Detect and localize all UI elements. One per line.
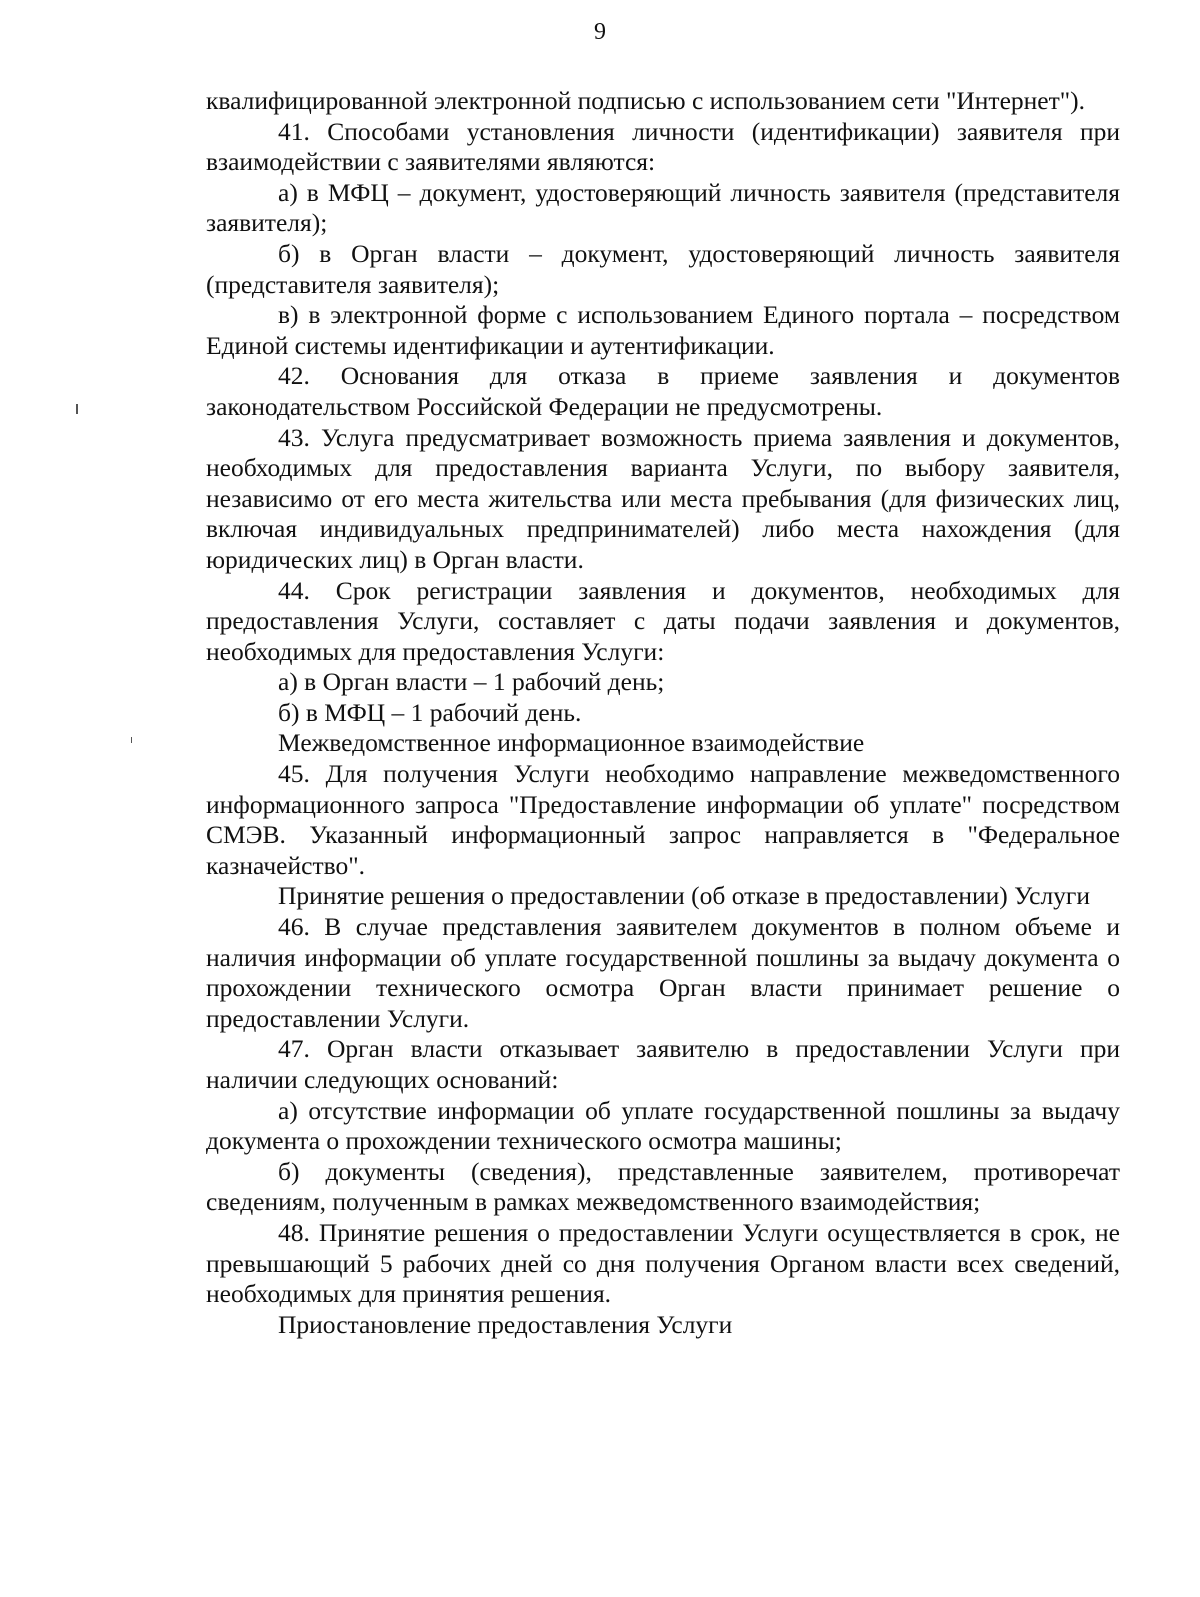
paragraph-47-b: б) документы (сведения), представленные заявителем, противоречат сведениям, полученным в рамках межведомственного взаимодействия; [206,1156,1120,1217]
paragraph-47: 47. Орган власти отказывает заявителю в предоставлении Услуги при наличии следующих оснований: [206,1034,1120,1094]
paragraph-44: 44. Срок регистрации заявления и документов, необходимых для предоставления Услуги, составляет с даты подачи заявления и документов, необходимых для предоставления Услуги: [206,575,1120,666]
paragraph-45: 45. Для получения Услуги необходимо направление межведомственного информационного запроса "Предоставление информации об уплате" посредством СМЭВ. Указанный информационный запрос направляется в "Федеральное казначейство". [206,759,1120,880]
section-heading-decision: Принятие решения о предоставлении (об отказе в предоставлении) Услуги [278,881,1091,911]
paragraph-48: 48. Принятие решения о предоставлении Услуги осуществляется в срок, не превышающий 5 рабочих дней со дня получения Органом власти всех сведений, необходимых для принятия решения. [206,1217,1120,1309]
paragraph-44-b: б) в МФЦ – 1 рабочий день. [278,697,582,727]
paragraph-continuation: квалифицированной электронной подписью с использованием сети "Интернет"). [206,86,1086,115]
scan-artifact-mark [131,737,132,743]
section-heading-interagency: Межведомственное информационное взаимодействие [278,728,865,758]
paragraph-41: 41. Способами установления личности (идентификации) заявителя при взаимодействии с заявителями являются: [206,116,1120,177]
scan-artifact-mark [76,404,78,414]
paragraph-41-b: б) в Орган власти – документ, удостоверяющий личность заявителя (представителя заявителя); [206,238,1120,299]
paragraph-41-a: а) в МФЦ – документ, удостоверяющий личность заявителя (представителя заявителя); [206,177,1120,238]
page-number: 9 [594,19,606,45]
paragraph-46: 46. В случае представления заявителем документов в полном объеме и наличия информации об уплате государственной пошлины за выдачу документа о прохождении технического осмотра Орган власти принимает решение о предоставлении Услуги. [206,912,1120,1033]
paragraph-41-v: в) в электронной форме с использованием Единого портала – посредством Единой системы идентификации и аутентификации. [206,300,1120,360]
paragraph-42: 42. Основания для отказа в приеме заявления и документов законодательством Российской Федерации не предусмотрены. [206,361,1120,421]
paragraph-47-a: а) отсутствие информации об уплате государственной пошлины за выдачу документа о прохождении технического осмотра машины; [206,1095,1120,1156]
paragraph-43: 43. Услуга предусматривает возможность приема заявления и документов, необходимых для предоставления варианта Услуги, по выбору заявителя, независимо от его места жительства или места пребывания (для физических лиц, включая индивидуальных предпринимателей) либо места нахождения (для юридических лиц) в Орган власти. [206,422,1120,574]
section-heading-suspension: Приостановление предоставления Услуги [278,1309,733,1339]
paragraph-44-a: а) в Орган власти – 1 рабочий день; [278,667,665,697]
document-body [206,86,1120,1340]
